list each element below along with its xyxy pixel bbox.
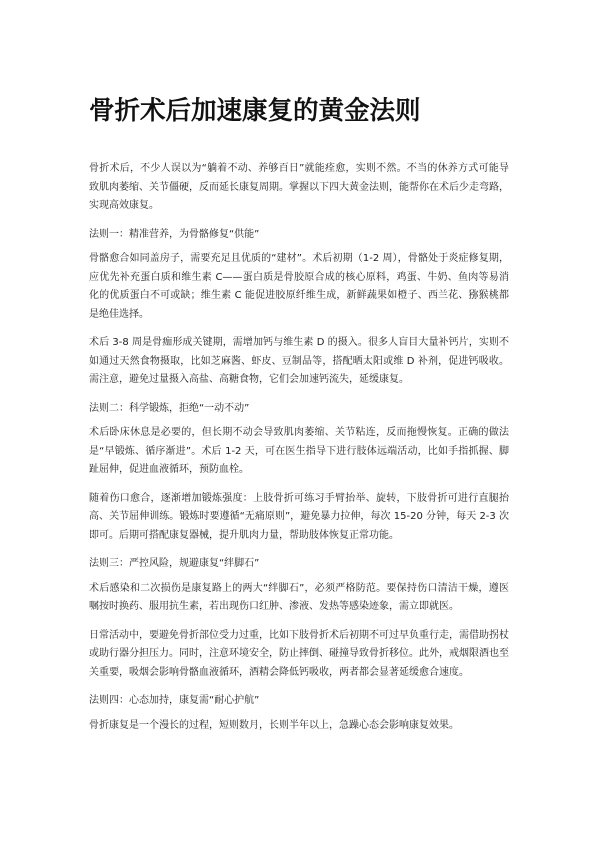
section-heading-rule-1: 法则一：精准营养，为骨骼修复“供能” bbox=[89, 228, 260, 240]
body-paragraph: 术后卧床休息是必要的，但长期不动会导致肌肉萎缩、关节粘连，反而拖慢恢复。正确的做法是“早锻炼、循序渐进”。术后 1-2 天，可在医生指导下进行肢体远端活动，比如手指抓握、脚趾屈伸，促进血液循环，预防血栓。 bbox=[89, 427, 509, 475]
body-paragraph: 随着伤口愈合，逐渐增加锻炼强度：上肢骨折可练习手臂抬举、旋转，下肢骨折可进行直腿抬高、关节屈伸训练。锻炼时要遵循“无痛原则”，避免暴力拉伸，每次 15-20 分钟，每天 2-3 次即可。后期可搭配康复器械，提升肌肉力量，帮助肢体恢复正常功能。 bbox=[89, 492, 509, 541]
body-paragraph: 骨骼愈合如同盖房子，需要充足且优质的“建材”。术后初期（1-2 周），骨骼处于炎症修复期，应优先补充蛋白质和维生素 C——蛋白质是骨胶原合成的核心原料，鸡蛋、牛奶、鱼肉等易消化的优质蛋白不可或缺；维生素 C 能促进胶原纤维生成，新鲜蔬果如橙子、西兰花、猕猴桃都是绝佳选择。 bbox=[89, 253, 509, 320]
page-title: 骨折术后加速康复的黄金法则 bbox=[89, 96, 421, 126]
section-heading-rule-3: 法则三：严控风险，规避康复“绊脚石” bbox=[89, 558, 260, 569]
body-paragraph: 术后感染和二次损伤是康复路上的两大“绊脚石”，必须严格防范。要保持伤口清洁干燥，遵医嘱按时换药、服用抗生素，若出现伤口红肿、渗液、发热等感染迹象，需立即就医。 bbox=[89, 582, 509, 612]
intro-paragraph: 骨折术后，不少人误以为“躺着不动、养够百日”就能痊愈，实则不然。不当的休养方式可能导致肌肉萎缩、关节僵硬，反而延长康复周期。掌握以下四大黄金法则，能帮你在术后少走弯路，实现高效康复。 bbox=[89, 163, 509, 211]
body-paragraph: 术后 3-8 周是骨痂形成关键期，需增加钙与维生素 D 的摄入。很多人盲目大量补钙片，实则不如通过天然食物摄取，比如芝麻酱、虾皮、豆制品等，搭配晒太阳或维 D 补剂，促进钙吸收。需注意，避免过量摄入高盐、高糖食物，它们会加速钙流失，延缓康复。 bbox=[89, 337, 509, 385]
section-heading-rule-4: 法则四：心态加持，康复需“耐心护航” bbox=[89, 695, 260, 706]
body-paragraph: 骨折康复是一个漫长的过程，短则数月，长则半年以上，急躁心态会影响康复效果。 bbox=[89, 719, 459, 731]
article-body bbox=[89, 160, 509, 745]
section-heading-rule-2: 法则二：科学锻炼，拒绝“一动不动” bbox=[89, 402, 250, 414]
body-paragraph: 日常活动中，要避免骨折部位受力过重，比如下肢骨折术后初期不可过早负重行走，需借助拐杖或助行器分担压力。同时，注意环境安全，防止摔倒、碰撞导致骨折移位。此外，戒烟限酒也至关重要，吸烟会影响骨骼血液循环，酒精会降低钙吸收，两者都会显著延缓愈合速度。 bbox=[89, 629, 509, 678]
